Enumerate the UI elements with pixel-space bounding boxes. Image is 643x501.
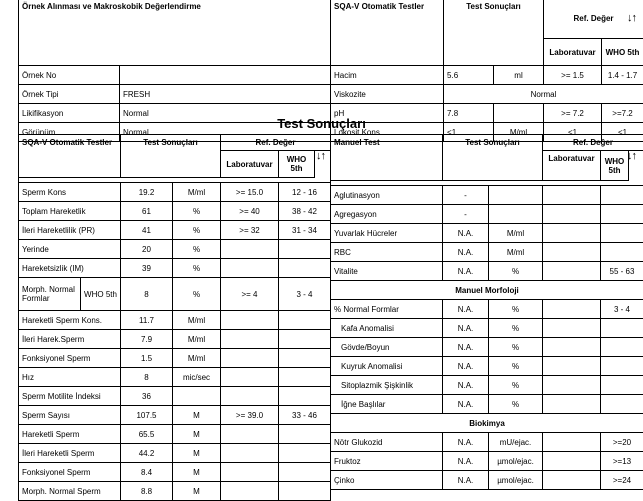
test-name: Sperm Kons (19, 183, 121, 202)
sort-arrows-icon[interactable]: ↓↑ (627, 12, 636, 24)
table-row (331, 224, 643, 243)
test-unit: % (489, 338, 543, 357)
test-lab (543, 376, 601, 395)
sort-arrows-icon[interactable]: ↓↑ (627, 150, 636, 162)
test-lab (221, 311, 279, 330)
test-name: Aglutinasyon (331, 186, 443, 205)
test-name: Kafa Anomalisi (331, 319, 443, 338)
test-sub: WHO 5th (81, 278, 121, 311)
test-who (279, 425, 331, 444)
test-lab: >= 4 (221, 278, 279, 311)
test-value: 65.5 (121, 425, 173, 444)
test-unit: M (173, 482, 221, 501)
test-unit: M/ml (173, 349, 221, 368)
results-header: Test Sonuçları (444, 0, 544, 66)
lab-header: Laboratuvar (544, 39, 602, 66)
test-value: 7.9 (121, 330, 173, 349)
test-value: N.A. (443, 471, 489, 490)
test-value: N.A. (443, 319, 489, 338)
test-lab (543, 224, 601, 243)
test-lab (543, 395, 601, 414)
test-value: 44.2 (121, 444, 173, 463)
test-unit: % (489, 395, 543, 414)
test-lab (221, 387, 279, 406)
test-value: 11.7 (121, 311, 173, 330)
who-header: WHO 5th (601, 151, 629, 181)
test-lab (221, 368, 279, 387)
label-cell: Örnek Tipi (19, 85, 120, 104)
table-row (19, 183, 331, 202)
test-who: 55 - 63 (601, 262, 643, 281)
manual-tests-table (330, 134, 643, 490)
test-name: Sperm Motilite İndeksi (19, 387, 121, 406)
test-unit: % (173, 278, 221, 311)
sort-arrows-icon[interactable]: ↓↑ (316, 150, 325, 162)
ref-header: Ref. Değer (543, 135, 643, 151)
test-value: 8.4 (121, 463, 173, 482)
sqa-header: SQA-V Otomatik Testler (331, 0, 444, 66)
test-unit: µmol/ejac. (489, 452, 543, 471)
test-value: N.A. (443, 376, 489, 395)
who-cell: <1 (602, 123, 643, 142)
test-lab: >= 39.0 (221, 406, 279, 425)
test-unit: % (489, 376, 543, 395)
test-who: 3 - 4 (279, 278, 331, 311)
test-unit: M/ml (173, 311, 221, 330)
value-cell: FRESH (120, 85, 331, 104)
test-who (279, 368, 331, 387)
test-unit: % (173, 240, 221, 259)
test-name: Fonksiyonel Sperm (19, 349, 121, 368)
test-unit: M (173, 406, 221, 425)
test-lab: >= 40 (221, 202, 279, 221)
test-name: Agregasyon (331, 205, 443, 224)
test-unit: % (489, 262, 543, 281)
sqa-tests-header: SQA-V Otomatik Testler (19, 135, 121, 178)
label-cell: pH (331, 104, 444, 123)
test-who (601, 395, 643, 414)
test-who: 33 - 46 (279, 406, 331, 425)
table-row (19, 387, 331, 406)
test-who: 3 - 4 (601, 300, 643, 319)
test-who (279, 387, 331, 406)
test-name: Hareketli Sperm (19, 425, 121, 444)
test-lab (221, 240, 279, 259)
table-row (331, 357, 643, 376)
table-row (19, 66, 643, 85)
test-lab (221, 349, 279, 368)
label-cell: Likifikasyon (19, 104, 120, 123)
manual-tests-header: Manuel Test (331, 135, 443, 181)
test-value: - (443, 205, 489, 224)
test-value: 8 (121, 368, 173, 387)
test-lab (221, 330, 279, 349)
test-value: 39 (121, 259, 173, 278)
table-row (19, 425, 331, 444)
label-cell: Görünüm (19, 123, 120, 142)
unit-cell: ml (494, 66, 544, 85)
test-lab (221, 425, 279, 444)
test-name: Gövde/Boyun (331, 338, 443, 357)
test-value: 107.5 (121, 406, 173, 425)
lab-header: Laboratuvar (543, 151, 601, 181)
table-row (19, 368, 331, 387)
test-who (279, 311, 331, 330)
test-lab (543, 319, 601, 338)
lab-cell: >= 7.2 (544, 104, 602, 123)
test-who (601, 224, 643, 243)
test-value: 8.8 (121, 482, 173, 501)
label-cell: Hacim (331, 66, 444, 85)
table-row (19, 259, 331, 278)
table-row (19, 444, 331, 463)
table-row (331, 376, 643, 395)
test-value: 36 (121, 387, 173, 406)
results-header: Test Sonuçları (121, 135, 221, 178)
test-unit: µmol/ejac. (489, 471, 543, 490)
value-cell: Normal (444, 85, 643, 104)
test-lab (543, 186, 601, 205)
test-name: Sitoplazmik Şişkinlik (331, 376, 443, 395)
test-who: >=13 (601, 452, 643, 471)
test-name: İğne Başlılar (331, 395, 443, 414)
test-unit: M/ml (489, 243, 543, 262)
value-cell: 5.6 (444, 66, 494, 85)
test-name: Hız (19, 368, 121, 387)
test-who (279, 259, 331, 278)
test-lab (543, 452, 601, 471)
test-lab (543, 205, 601, 224)
table-row (19, 202, 331, 221)
test-unit: % (489, 319, 543, 338)
lab-cell: >= 1.5 (544, 66, 602, 85)
test-who: 12 - 16 (279, 183, 331, 202)
table-row (19, 463, 331, 482)
table-row (331, 300, 643, 319)
test-value: - (443, 186, 489, 205)
unit-cell: M/ml (494, 123, 544, 142)
table-row (19, 85, 643, 104)
table-row (19, 311, 331, 330)
test-value: 19.2 (121, 183, 173, 202)
test-lab (221, 463, 279, 482)
test-name: İleri Harek.Sperm (19, 330, 121, 349)
test-unit: M/ml (173, 330, 221, 349)
table-row (19, 221, 331, 240)
test-who: 38 - 42 (279, 202, 331, 221)
value-cell: Normal (120, 104, 331, 123)
test-lab (543, 262, 601, 281)
test-who (601, 357, 643, 376)
test-value: N.A. (443, 224, 489, 243)
table-row (331, 243, 643, 262)
who-header: WHO 5th (602, 39, 643, 66)
test-who (279, 349, 331, 368)
test-name: Vitalite (331, 262, 443, 281)
test-value: 61 (121, 202, 173, 221)
test-who: 31 - 34 (279, 221, 331, 240)
test-value: N.A. (443, 338, 489, 357)
test-unit: % (173, 259, 221, 278)
test-value: N.A. (443, 243, 489, 262)
test-lab (221, 444, 279, 463)
test-unit (173, 387, 221, 406)
table-row (331, 186, 643, 205)
value-cell (120, 66, 331, 85)
test-name: RBC (331, 243, 443, 262)
test-unit: M (173, 425, 221, 444)
test-unit (489, 205, 543, 224)
test-unit: % (489, 300, 543, 319)
test-value: N.A. (443, 433, 489, 452)
test-value: N.A. (443, 395, 489, 414)
table-row (19, 278, 331, 311)
table-row (19, 349, 331, 368)
test-lab (543, 300, 601, 319)
lab-header: Laboratuvar (221, 151, 279, 178)
test-unit: % (489, 357, 543, 376)
table-row (331, 395, 643, 414)
test-lab: >= 15.0 (221, 183, 279, 202)
test-name: Kuyruk Anomalisi (331, 357, 443, 376)
table-row (331, 338, 643, 357)
test-who (601, 319, 643, 338)
test-unit: % (173, 221, 221, 240)
lab-cell: <1 (544, 123, 602, 142)
test-value: N.A. (443, 262, 489, 281)
who-header: WHO 5th (279, 151, 315, 178)
test-name: Çinko (331, 471, 443, 490)
test-name: Sperm Sayısı (19, 406, 121, 425)
sample-header: Örnek Alınması ve Makroskobik Değerlendirme (19, 0, 331, 66)
test-unit: % (173, 202, 221, 221)
test-who (601, 186, 643, 205)
test-name: Hareketli Sperm Kons. (19, 311, 121, 330)
manual-morphology-header: Manuel Morfoloji (331, 281, 643, 300)
label-cell: Viskozite (331, 85, 444, 104)
test-who (279, 444, 331, 463)
test-lab (543, 471, 601, 490)
test-unit: mic/sec (173, 368, 221, 387)
automatic-tests-table (18, 134, 331, 501)
table-row (19, 330, 331, 349)
test-who (279, 463, 331, 482)
test-who (279, 240, 331, 259)
biochemistry-header: Biokimya (331, 414, 643, 433)
table-row (19, 406, 331, 425)
table-row (331, 319, 643, 338)
test-name: % Normal Formlar (331, 300, 443, 319)
test-value: N.A. (443, 300, 489, 319)
test-value: 1.5 (121, 349, 173, 368)
table-row (331, 262, 643, 281)
table-row (331, 471, 643, 490)
results-header: Test Sonuçları (443, 135, 543, 181)
test-name: Fruktoz (331, 452, 443, 471)
test-name: İleri Hareketlilik (PR) (19, 221, 121, 240)
test-lab (543, 338, 601, 357)
test-unit: M/ml (173, 183, 221, 202)
test-lab: >= 32 (221, 221, 279, 240)
test-who (601, 376, 643, 395)
test-who (601, 338, 643, 357)
test-value: 8 (121, 278, 173, 311)
test-value: 41 (121, 221, 173, 240)
label-cell: Lokosit Kons. (331, 123, 444, 142)
test-name: Fonksiyonel Sperm (19, 463, 121, 482)
test-value: 20 (121, 240, 173, 259)
label-cell: Örnek No (19, 66, 120, 85)
test-name: Morph. Normal Sperm (19, 482, 121, 501)
ref-header: Ref. Değer (544, 0, 643, 39)
test-unit: M (173, 444, 221, 463)
test-name: Morph. Normal Formlar (19, 278, 81, 311)
table-row (331, 205, 643, 224)
test-who (601, 205, 643, 224)
ref-header: Ref. Değer (221, 135, 331, 151)
section-title: Test Sonuçları (0, 116, 643, 131)
who-cell: 1.4 - 1.7 (602, 66, 643, 85)
test-name: Nötr Glukozid (331, 433, 443, 452)
test-unit: M/ml (489, 224, 543, 243)
test-who (601, 243, 643, 262)
test-name: Yuvarlak Hücreler (331, 224, 443, 243)
test-unit (489, 186, 543, 205)
value-cell: 7.8 (444, 104, 494, 123)
test-who: >=20 (601, 433, 643, 452)
test-name: İleri Hareketli Sperm (19, 444, 121, 463)
test-value: N.A. (443, 452, 489, 471)
who-cell: >=7.2 (602, 104, 643, 123)
table-row (331, 433, 643, 452)
test-lab (543, 243, 601, 262)
test-lab (543, 433, 601, 452)
test-lab (543, 357, 601, 376)
table-row (19, 240, 331, 259)
test-name: Hareketsizlik (IM) (19, 259, 121, 278)
test-value: N.A. (443, 357, 489, 376)
test-who (279, 330, 331, 349)
table-row (331, 452, 643, 471)
value-cell: <1 (444, 123, 494, 142)
test-name: Yerinde (19, 240, 121, 259)
test-who: >=24 (601, 471, 643, 490)
test-unit: M (173, 463, 221, 482)
test-unit: mU/ejac. (489, 433, 543, 452)
test-lab (221, 259, 279, 278)
value-cell: Normal (120, 123, 331, 142)
test-name: Toplam Hareketlik (19, 202, 121, 221)
